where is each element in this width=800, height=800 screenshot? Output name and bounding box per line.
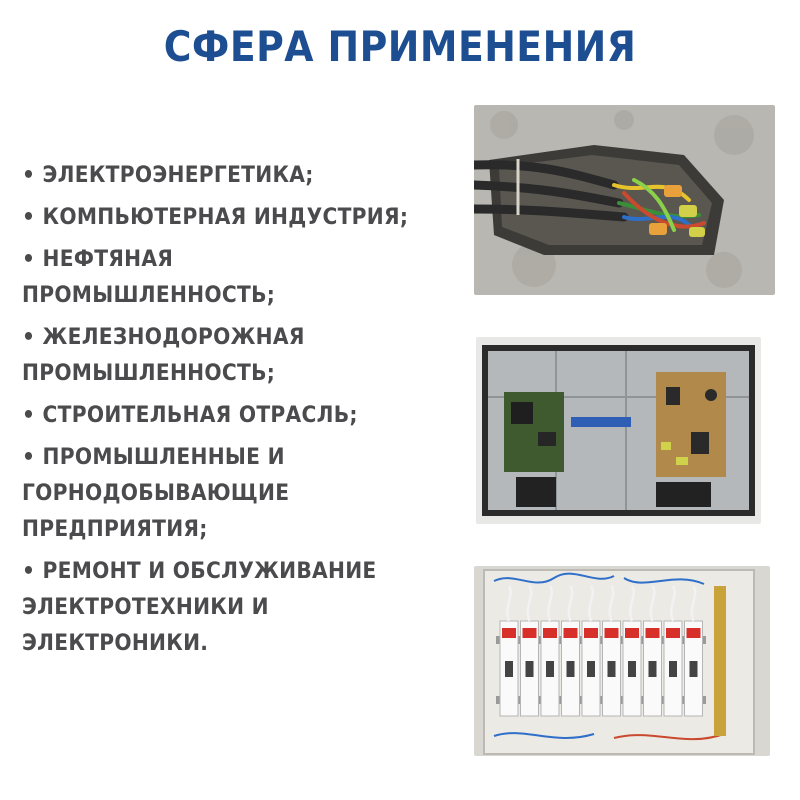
list-item: • ЖЕЛЕЗНОДОРОЖНАЯ ПРОМЫШЛЕННОСТЬ; — [22, 325, 305, 386]
tv-circuit-boards-photo — [476, 337, 761, 524]
list-item: • СТРОИТЕЛЬНАЯ ОТРАСЛЬ; — [22, 403, 358, 428]
wires-in-wall-photo — [474, 105, 775, 295]
circuit-breaker-panel-photo — [474, 566, 770, 756]
application-list — [22, 158, 467, 668]
list-item: • КОМПЬЮТЕРНАЯ ИНДУСТРИЯ; — [22, 205, 409, 230]
page-title: СФЕРА ПРИМЕНЕНИЯ — [163, 22, 637, 71]
list-item: • ПРОМЫШЛЕННЫЕ И ГОРНОДОБЫВАЮЩИЕ ПРЕДПРИЯТИЯ; — [22, 445, 290, 542]
list-item: • РЕМОНТ И ОБСЛУЖИВАНИЕ ЭЛЕКТРОТЕХНИКИ И ЭЛЕКТРОНИКИ. — [22, 559, 377, 656]
list-item: • НЕФТЯНАЯ ПРОМЫШЛЕННОСТЬ; — [22, 247, 276, 308]
list-item: • ЭЛЕКТРОЭНЕРГЕТИКА; — [22, 163, 314, 188]
